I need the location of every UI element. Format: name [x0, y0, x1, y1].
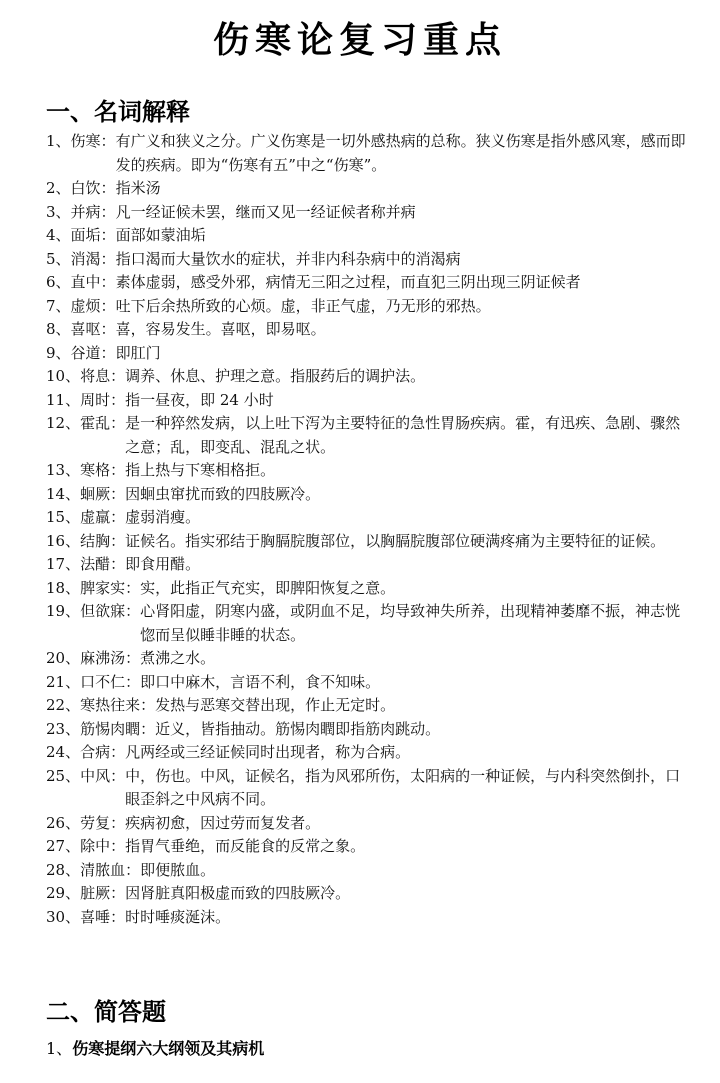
item-definition: 凡一经证候未罢，继而又见一经证候者称并病: [115, 202, 416, 221]
item-term: 直中：: [70, 273, 116, 291]
item-term: 虚羸：: [80, 508, 126, 526]
item-number: 9、: [46, 343, 71, 362]
list-item: [46, 553, 686, 577]
list-item: [46, 224, 686, 248]
list-item: [46, 389, 686, 413]
item-definition: 因肾脏真阳极虚而致的四肢厥冷。: [125, 884, 351, 902]
item-definition: 即食用醋。: [125, 555, 201, 573]
item-definition: 凡两经或三经证候同时出现者，称为合病。: [125, 743, 411, 761]
item-number: 20、: [46, 649, 81, 667]
item-term: 劳复：: [80, 813, 126, 832]
question-text: 伤寒提纲六大纲领及其病机: [72, 1039, 265, 1058]
item-definition: 发热与恶寒交替出现，作止无定时。: [155, 696, 396, 714]
item-term: 合病：: [80, 743, 126, 761]
item-definition: 有广义和狭义之分。广义伤寒是一切外感热病的总称。狭义伤寒是指外感风寒，感而即发的疾病。即为“伤寒有五”中之“伤寒”。: [115, 132, 686, 174]
list-item: [46, 248, 686, 272]
item-term: 蛔厥：: [80, 484, 126, 503]
list-item: [46, 835, 686, 859]
item-definition: 是一种猝然发病，以上吐下泻为主要特征的急性胃肠疾病。霍，有迅疾、急剧、骤然之意；乱，即变乱、混乱之状。: [125, 414, 681, 456]
item-term: 脏厥：: [80, 884, 126, 902]
item-term: 消渴：: [70, 249, 116, 268]
item-term: 筋惕肉瞤：: [80, 719, 156, 738]
item-term: 喜唾：: [80, 907, 126, 926]
item-definition: 吐下后余热所致的心烦。虚，非正气虚，乃无形的邪热。: [115, 296, 491, 315]
item-number: 10、: [46, 367, 81, 385]
list-item: [46, 906, 686, 930]
item-term: 面垢：: [70, 226, 116, 244]
item-definition: 实，此指正气充实，即脾阳恢复之意。: [140, 578, 396, 597]
list-item: [46, 694, 686, 718]
item-number: 23、: [46, 719, 81, 738]
item-definition: 面部如蒙油垢: [115, 226, 206, 244]
item-number: 28、: [46, 860, 81, 879]
item-definition: 证候名。指实邪结于胸膈脘腹部位，以胸膈脘腹部位硬满疼痛为主要特征的证候。: [125, 531, 666, 550]
item-number: 8、: [46, 320, 71, 338]
question-number: 1、: [46, 1039, 73, 1058]
item-number: 15、: [46, 508, 81, 526]
section-heading-short-answer: 二、简答题: [46, 997, 166, 1026]
item-number: 2、: [46, 179, 71, 197]
item-term: 伤寒：: [70, 132, 116, 150]
item-definition: 时时唾痰涎沫。: [125, 907, 231, 926]
item-number: 5、: [46, 249, 71, 268]
item-term: 脾家实：: [80, 578, 141, 597]
item-term: 清脓血：: [80, 860, 141, 879]
page-title: 伤寒论复习重点: [212, 19, 507, 61]
list-item: [46, 318, 686, 342]
item-number: 11、: [46, 390, 81, 409]
item-term: 麻沸汤：: [80, 649, 141, 667]
item-definition: 因蛔虫窜扰而致的四肢厥冷。: [125, 484, 321, 503]
list-item: [46, 177, 686, 201]
list-item: [46, 600, 686, 647]
item-definition: 近义，皆指抽动。筋惕肉瞤即指筋肉跳动。: [155, 719, 441, 738]
item-number: 7、: [46, 296, 71, 315]
item-definition: 虚弱消瘦。: [125, 508, 201, 526]
list-item: [46, 671, 686, 695]
item-definition: 指上热与下寒相格拒。: [125, 461, 276, 479]
item-number: 17、: [46, 555, 81, 573]
item-number: 4、: [46, 226, 71, 244]
item-number: 24、: [46, 743, 81, 761]
item-definition: 即口中麻木，言语不利，食不知味。: [140, 672, 381, 691]
item-number: 19、: [46, 602, 81, 620]
section-heading-glossary: 一、名词解释: [46, 97, 190, 126]
item-term: 周时：: [80, 390, 126, 409]
item-definition: 即便脓血。: [140, 860, 216, 879]
item-term: 谷道：: [70, 343, 116, 362]
item-number: 21、: [46, 672, 81, 691]
item-definition: 即肛门: [115, 343, 161, 362]
item-term: 喜呕：: [70, 320, 116, 338]
list-item: [46, 506, 686, 530]
item-term: 将息：: [80, 367, 126, 385]
item-term: 霍乱：: [80, 414, 126, 432]
item-number: 27、: [46, 837, 81, 855]
item-number: 6、: [46, 273, 71, 291]
item-number: 12、: [46, 414, 81, 432]
item-definition: 调养、休息、护理之意。指服药后的调护法。: [125, 367, 426, 385]
list-item: [46, 130, 686, 177]
item-definition: 指米汤: [115, 179, 161, 197]
list-item: [46, 741, 686, 765]
glossary-list: [46, 130, 686, 929]
item-definition: 指一昼夜，即 24 小时: [125, 390, 274, 409]
item-definition: 喜，容易发生。喜呕，即易呕。: [115, 320, 326, 338]
item-term: 中风：: [80, 766, 126, 785]
item-definition: 心肾阳虚，阴寒内盛，或阴血不足，均导致神失所养，出现精神萎靡不振，神志恍惚而呈似睡非睡的状态。: [140, 602, 681, 644]
item-number: 30、: [46, 907, 81, 926]
item-definition: 素体虚弱，感受外邪，病情无三阳之过程，而直犯三阴出现三阴证候者: [115, 273, 581, 291]
item-number: 26、: [46, 813, 81, 832]
list-item: [46, 412, 686, 459]
item-number: 29、: [46, 884, 81, 902]
item-definition: 煮沸之水。: [140, 649, 216, 667]
item-number: 3、: [46, 202, 71, 221]
question-item: [46, 1036, 264, 1059]
item-term: 并病：: [70, 202, 116, 221]
item-term: 寒热往来：: [80, 696, 156, 714]
item-number: 14、: [46, 484, 81, 503]
item-definition: 疾病初愈，因过劳而复发者。: [125, 813, 321, 832]
list-item: [46, 459, 686, 483]
list-item: [46, 647, 686, 671]
item-number: 25、: [46, 766, 81, 785]
list-item: [46, 365, 686, 389]
item-number: 18、: [46, 578, 81, 597]
list-item: [46, 201, 686, 225]
list-item: [46, 530, 686, 554]
list-item: [46, 295, 686, 319]
item-term: 但欲寐：: [80, 602, 141, 620]
item-number: 16、: [46, 531, 81, 550]
list-item: [46, 483, 686, 507]
item-term: 口不仁：: [80, 672, 141, 691]
item-term: 除中：: [80, 837, 126, 855]
list-item: [46, 882, 686, 906]
item-number: 22、: [46, 696, 81, 714]
item-term: 法醋：: [80, 555, 126, 573]
list-item: [46, 812, 686, 836]
item-definition: 指口渴而大量饮水的症状，并非内科杂病中的消渴病: [115, 249, 461, 268]
list-item: [46, 271, 686, 295]
list-item: [46, 765, 686, 812]
item-definition: 指胃气垂绝，而反能食的反常之象。: [125, 837, 366, 855]
item-term: 结胸：: [80, 531, 126, 550]
item-term: 白饮：: [70, 179, 116, 197]
list-item: [46, 577, 686, 601]
item-term: 虚烦：: [70, 296, 116, 315]
list-item: [46, 718, 686, 742]
item-term: 寒格：: [80, 461, 126, 479]
item-definition: 中，伤也。中风，证候名，指为风邪所伤，太阳病的一种证候，与内科突然倒扑，口眼歪斜之中风病不同。: [125, 766, 681, 808]
item-number: 13、: [46, 461, 81, 479]
item-number: 1、: [46, 132, 71, 150]
list-item: [46, 342, 686, 366]
list-item: [46, 859, 686, 883]
